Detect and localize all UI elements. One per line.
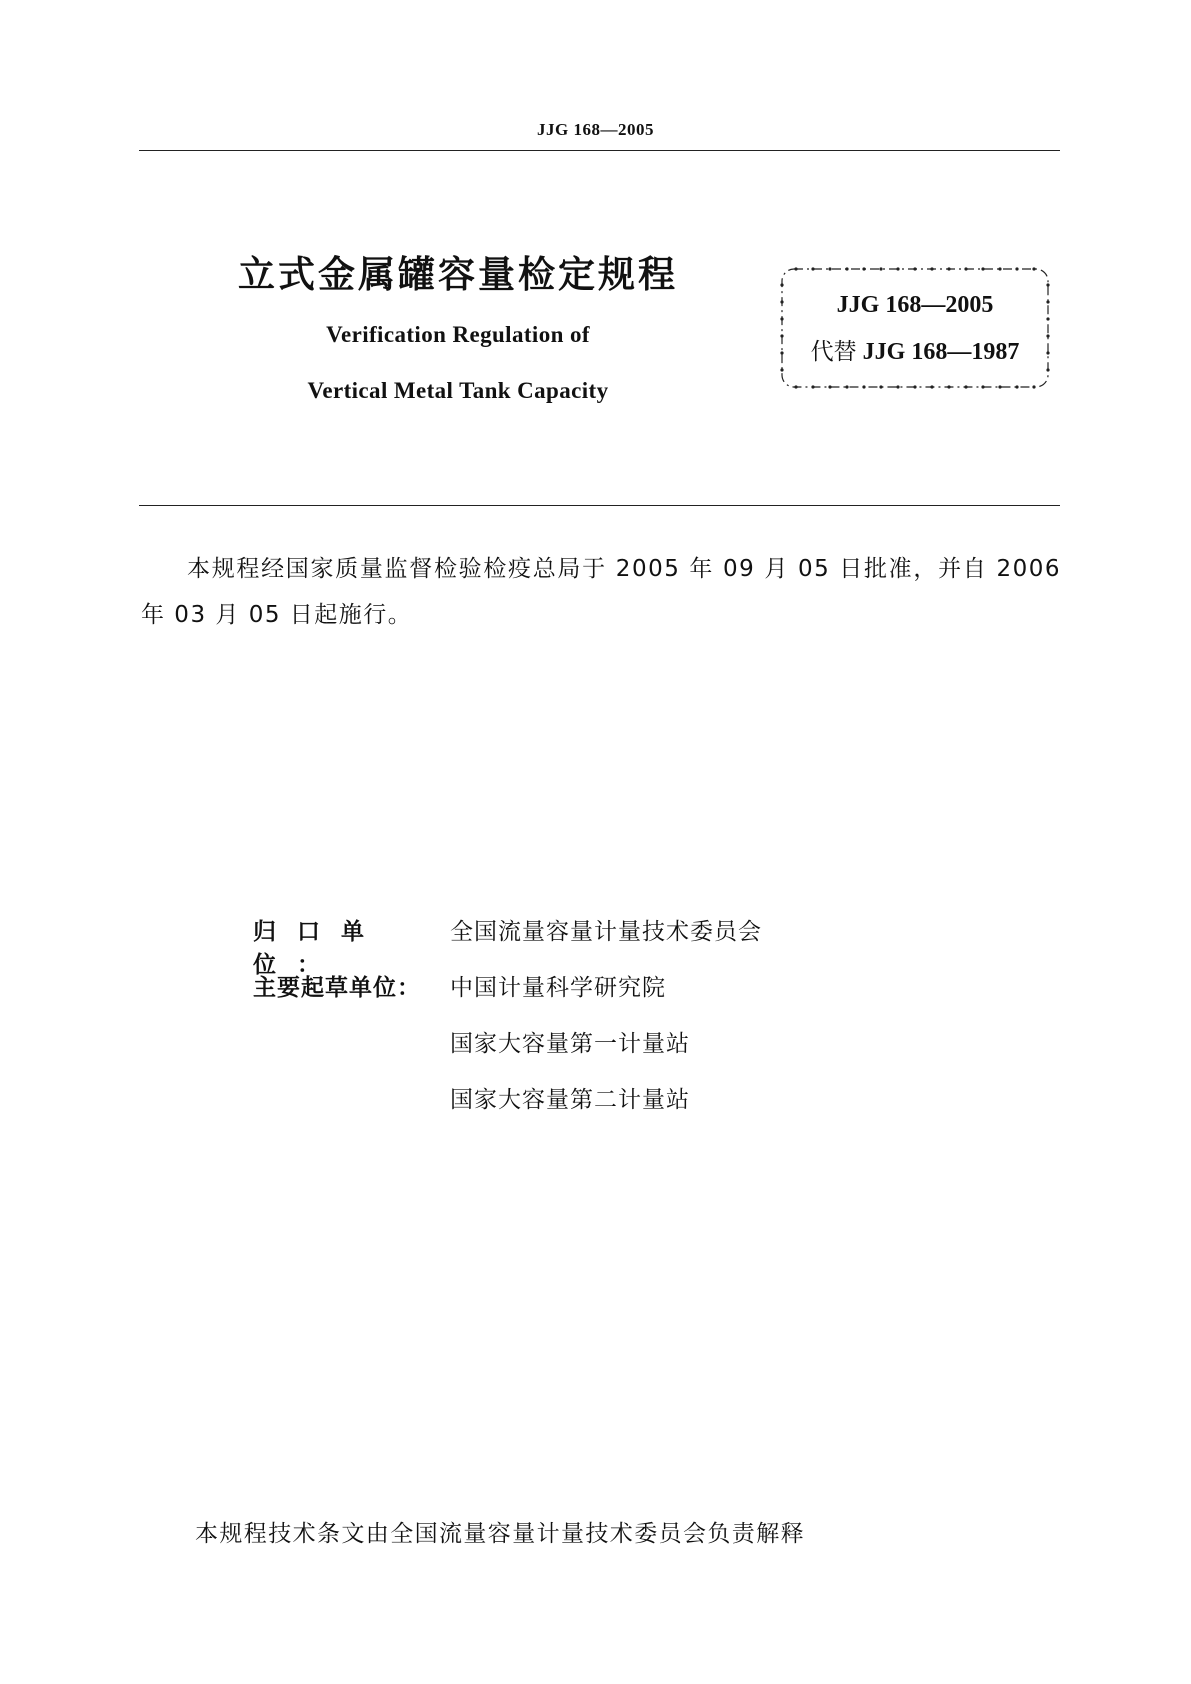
frame-dot [998,267,1001,270]
frame-dot [998,385,1001,388]
frame-dot [862,385,865,388]
frame-dot [1046,283,1049,286]
header-rule [139,150,1060,151]
section-rule [139,505,1060,506]
frame-dot [913,385,916,388]
frame-dot [981,267,984,270]
frame-dot [828,267,831,270]
drafting-unit-2: 国家大容量第一计量站 [450,1031,690,1057]
standard-code: JJG 168—2005 [836,292,994,318]
frame-dot [780,368,783,371]
frame-dot [811,267,814,270]
frame-dot [1032,385,1035,388]
frame-dot [811,385,814,388]
frame-dot [1032,267,1035,270]
frame-dot [896,267,899,270]
drafting-unit-1: 中国计量科学研究院 [450,975,666,1001]
responsible-unit-value: 全国流量容量计量技术委员会 [450,919,762,945]
frame-dot [845,267,848,270]
frame-dot [845,385,848,388]
frame-dot [1015,385,1018,388]
drafting-unit-3: 国家大容量第二计量站 [450,1087,690,1113]
responsible-unit-label: 归口单位： [253,919,385,978]
frame-dot [794,385,797,388]
replaced-code: JJG 168—1987 [862,339,1020,365]
frame-dot [930,385,933,388]
frame-dot [964,385,967,388]
replaces-line [778,333,1052,366]
title-english-line-2: Vertical Metal Tank Capacity [307,378,609,403]
frame-dot [930,267,933,270]
title-english-line-1: Verification Regulation of [326,322,590,347]
frame-dot [947,385,950,388]
frame-dot [828,385,831,388]
approval-paragraph: 本规程经国家质量监督检验检疫总局于 2005 年 09 月 05 日批准，并自 2006 年 03 月 05 日起施行。 [141,556,1061,628]
title-chinese: 立式金属罐容量检定规程 [238,253,678,296]
code-box [778,265,1052,391]
frame-dot [1015,267,1018,270]
frame-dot [964,267,967,270]
decorative-frame [778,265,1052,391]
replaces-prefix: 代替 [810,339,857,365]
frame-dot [1046,368,1049,371]
frame-dot [780,283,783,286]
frame-dot [947,267,950,270]
frame-dot [862,267,865,270]
frame-dot [879,267,882,270]
frame-dot [981,385,984,388]
frame-dot [913,267,916,270]
frame-dot [896,385,899,388]
frame-dot [794,267,797,270]
drafting-unit-label: 主要起草单位： [253,975,421,1001]
frame-dot [879,385,882,388]
running-header: JJG 168—2005 [537,120,654,139]
interpretation-note: 本规程技术条文由全国流量容量计量技术委员会负责解释 [195,1521,805,1547]
